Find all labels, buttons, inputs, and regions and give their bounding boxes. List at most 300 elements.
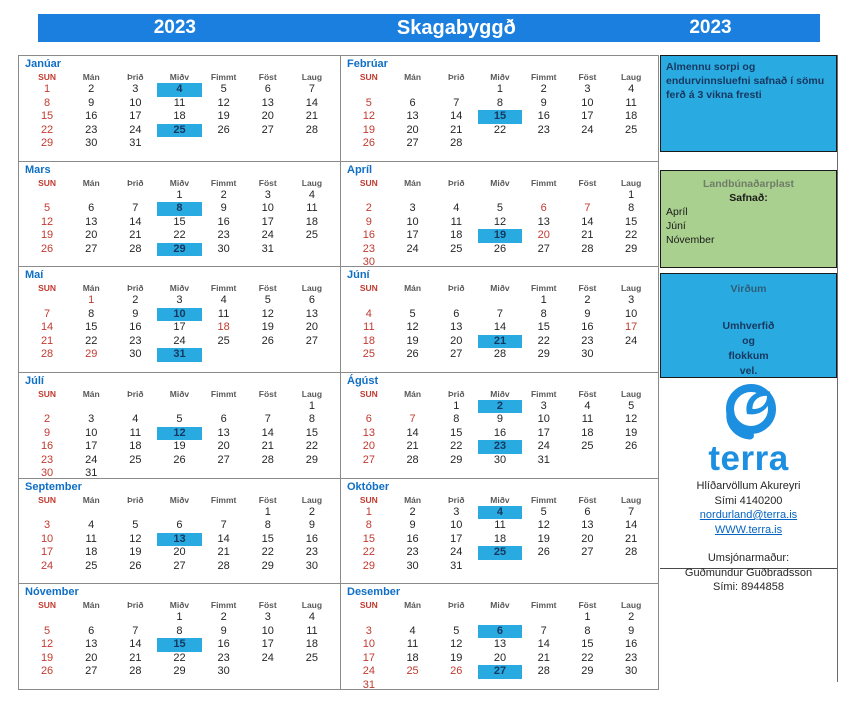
month-title: Janúar (25, 58, 62, 70)
day-cell (347, 83, 391, 97)
day-cell: 30 (40, 467, 54, 478)
day-header: Fimmt (210, 388, 237, 399)
day-cell: 27 (305, 334, 319, 347)
day-cell: 8 (453, 413, 460, 426)
day-cell (566, 454, 610, 468)
day-cell: 19 (362, 123, 375, 136)
day-cell: 15 (261, 532, 274, 545)
day-header: Fimmt (530, 600, 557, 611)
day-cell: 23 (581, 334, 594, 347)
day-cell: 1 (540, 294, 547, 307)
day-cell: 13 (305, 307, 319, 320)
day-header: Föst (258, 283, 277, 294)
website-link[interactable]: WWW.terra.is (714, 523, 783, 536)
day-cell: 26 (406, 348, 419, 361)
day-cell: 14 (305, 96, 319, 109)
month-block (340, 583, 659, 689)
day-cell: 22 (305, 440, 319, 453)
day-cell: 29 (625, 242, 638, 255)
day-cell: 31 (537, 453, 550, 466)
day-cell (391, 256, 435, 266)
day-cell: 19 (261, 321, 274, 334)
day-cell: 11 (494, 519, 506, 532)
month-block (18, 583, 340, 689)
day-cell (202, 506, 246, 520)
day-cell: 20 (85, 229, 98, 242)
day-cell: 1 (176, 188, 183, 201)
day-cell: 29 (362, 559, 375, 572)
month-title: Október (347, 480, 390, 493)
day-cell: 8 (176, 624, 183, 637)
day-header: Föst (258, 600, 277, 611)
day-cell (566, 560, 610, 574)
day-cell: 28 (40, 348, 54, 361)
day-cell (478, 611, 522, 625)
day-cell: 5 (409, 307, 416, 320)
month-block (340, 55, 659, 161)
day-header: SUN (38, 177, 57, 188)
day-cell: 1 (308, 399, 315, 412)
day-header: Miðv (490, 600, 510, 611)
day-cell: 27 (537, 242, 550, 255)
day-header: Laug (301, 177, 323, 188)
day-cell: 21 (478, 335, 522, 349)
day-cell: 18 (85, 546, 98, 559)
day-header: Föst (578, 72, 597, 82)
day-header: Föst (258, 388, 277, 399)
day-cell (434, 256, 478, 266)
day-cell: 12 (217, 96, 230, 109)
day-cell: 9 (409, 519, 416, 532)
day-cell: 6 (88, 624, 95, 637)
day-cell: 27 (478, 665, 522, 679)
day-cell: 23 (40, 453, 54, 466)
day-cell (609, 679, 653, 689)
month-title: Maí (25, 269, 44, 282)
day-cell: 22 (537, 334, 550, 347)
month-title: Desember (347, 586, 401, 599)
day-cell (478, 294, 522, 308)
day-cell: 8 (365, 519, 372, 532)
day-cell: 31 (85, 467, 98, 478)
day-cell: 10 (450, 519, 463, 532)
day-header: Miðv (490, 72, 510, 82)
day-header: Föst (258, 72, 277, 82)
day-cell: 28 (217, 559, 230, 572)
manager-phone: Sími: 8944858 (713, 581, 784, 593)
day-cell: 18 (406, 651, 419, 664)
day-cell: 7 (132, 624, 139, 637)
day-header: Þrið (127, 388, 144, 399)
day-cell: 2 (540, 83, 547, 95)
motto-line: og (742, 335, 755, 347)
day-cell: 18 (173, 110, 186, 122)
day-cell: 12 (450, 638, 463, 651)
day-header: Þrið (127, 600, 144, 611)
day-cell: 31 (157, 348, 201, 362)
day-cell: 24 (581, 123, 594, 136)
day-cell: 20 (493, 651, 507, 664)
day-cell: 21 (450, 123, 463, 136)
month-block (340, 372, 659, 478)
day-cell: 10 (261, 624, 274, 637)
day-cell (566, 679, 610, 689)
day-header: SUN (38, 283, 57, 294)
day-cell (434, 611, 478, 625)
day-cell: 30 (85, 137, 98, 149)
day-cell (478, 256, 522, 266)
collection-info-box (660, 55, 837, 152)
day-cell (478, 679, 522, 689)
day-cell: 10 (406, 215, 419, 228)
day-cell: 17 (129, 110, 142, 122)
day-cell: 13 (261, 96, 274, 109)
day-header: SUN (38, 494, 57, 505)
day-header: SUN (38, 72, 57, 82)
day-cell: 2 (628, 611, 635, 624)
day-cell: 8 (88, 307, 95, 320)
day-cell: 1 (365, 505, 372, 518)
day-cell: 22 (493, 123, 507, 136)
day-cell: 17 (261, 638, 274, 651)
day-cell: 20 (85, 651, 98, 664)
day-cell: 2 (409, 505, 416, 518)
day-header: Miðv (490, 494, 510, 505)
day-cell: 17 (625, 321, 638, 334)
day-cell (69, 506, 113, 520)
day-cell: 12 (537, 519, 550, 532)
day-cell: 24 (173, 334, 186, 347)
day-cell: 14 (406, 426, 419, 439)
day-cell: 21 (217, 546, 230, 559)
day-cell: 18 (493, 532, 507, 545)
day-cell (113, 467, 157, 477)
day-header: Miðv (169, 72, 190, 82)
day-cell (434, 83, 478, 97)
day-cell: 19 (625, 426, 638, 439)
day-cell (391, 611, 435, 625)
day-cell: 18 (129, 440, 142, 453)
day-cell (609, 348, 653, 362)
day-cell: 30 (581, 348, 594, 361)
day-cell: 30 (625, 665, 638, 678)
day-cell: 26 (173, 453, 186, 466)
farm-plastic-box (660, 170, 837, 268)
day-cell: 8 (496, 96, 504, 109)
day-cell: 30 (406, 559, 419, 572)
day-cell: 9 (628, 624, 635, 637)
day-cell: 11 (173, 96, 186, 109)
collection-info-text: Almennu sorpi og endurvinnsluefni safnað í sömu ferð á 3 vikna fresti (666, 61, 825, 101)
day-cell: 30 (362, 256, 375, 267)
day-cell: 9 (132, 307, 139, 320)
day-cell: 8 (308, 413, 315, 426)
month-block (18, 55, 340, 161)
day-header: Laug (620, 72, 642, 82)
day-header: Mán (82, 388, 100, 399)
day-cell: 21 (625, 532, 638, 545)
day-cell: 19 (40, 229, 54, 242)
day-cell: 11 (450, 215, 462, 228)
day-cell: 22 (362, 546, 375, 559)
farm-plastic-subtitle: Safnað: (729, 192, 768, 204)
day-cell: 2 (220, 611, 227, 624)
day-cell: 10 (625, 307, 638, 320)
day-cell: 11 (306, 624, 318, 637)
day-cell: 24 (362, 665, 375, 678)
day-cell: 28 (129, 665, 142, 678)
day-cell: 5 (540, 505, 547, 518)
day-cell: 27 (85, 242, 98, 255)
day-cell: 9 (220, 202, 227, 215)
day-cell (391, 400, 435, 414)
day-cell: 17 (450, 532, 463, 545)
day-cell: 30 (493, 453, 507, 466)
day-cell (202, 348, 246, 362)
day-header: Mán (82, 72, 100, 82)
day-cell: 29 (537, 348, 550, 361)
day-cell (69, 189, 113, 203)
day-cell: 22 (581, 651, 594, 664)
day-cell: 26 (537, 546, 550, 559)
month-title: Ágúst (347, 374, 379, 387)
day-cell: 24 (129, 123, 142, 136)
day-header: Fimmt (530, 72, 557, 82)
day-header: SUN (359, 494, 378, 505)
day-cell: 27 (450, 348, 463, 361)
day-cell: 16 (305, 532, 319, 545)
day-cell: 6 (584, 505, 591, 518)
day-cell: 9 (220, 624, 227, 637)
day-header: Þrið (127, 494, 144, 505)
day-cell: 20 (305, 321, 319, 334)
day-cell: 21 (581, 229, 594, 242)
day-cell: 4 (478, 506, 522, 520)
day-header: SUN (359, 283, 378, 294)
day-cell: 20 (581, 532, 594, 545)
day-cell: 16 (217, 215, 230, 228)
day-cell: 6 (478, 625, 522, 639)
day-cell: 6 (176, 519, 183, 532)
day-cell: 20 (173, 546, 186, 559)
day-cell (609, 454, 653, 468)
month-title: Júlí (25, 374, 44, 387)
day-cell: 29 (157, 243, 201, 257)
day-cell: 16 (493, 426, 507, 439)
day-cell (434, 294, 478, 308)
day-cell: 11 (85, 532, 97, 545)
month-title: September (25, 480, 82, 493)
motto-line: flokkum (728, 350, 769, 362)
day-header: Mán (82, 494, 100, 505)
month-title: Júní (347, 269, 370, 282)
day-cell: 10 (537, 413, 550, 426)
day-cell: 14 (261, 426, 274, 439)
day-header: SUN (359, 177, 378, 188)
contact-phone: Sími 4140200 (714, 494, 783, 507)
day-cell: 1 (453, 399, 460, 412)
day-cell: 12 (40, 638, 54, 651)
header-bar (38, 14, 820, 42)
day-header: Laug (301, 283, 323, 294)
day-cell: 18 (450, 229, 463, 242)
day-cell: 3 (132, 83, 139, 95)
motto-title: Virðum (730, 283, 767, 295)
day-header: Laug (620, 388, 642, 399)
day-cell: 25 (157, 124, 201, 138)
day-cell: 9 (44, 426, 51, 439)
day-header: Fimmt (210, 72, 237, 82)
day-cell: 20 (261, 110, 274, 122)
month-title: Mars (25, 163, 51, 176)
day-cell: 7 (628, 505, 635, 518)
day-cell: 6 (409, 96, 416, 109)
day-cell: 30 (217, 242, 230, 255)
day-cell: 14 (537, 638, 550, 651)
day-cell: 3 (540, 399, 547, 412)
day-cell (522, 560, 566, 574)
month-title: Nóvember (25, 586, 79, 599)
day-cell: 30 (129, 348, 142, 361)
day-header: SUN (359, 600, 378, 611)
day-cell: 2 (308, 505, 315, 518)
day-cell: 8 (628, 202, 635, 215)
day-cell: 19 (406, 334, 419, 347)
day-cell: 26 (40, 665, 54, 678)
day-cell: 9 (496, 413, 504, 426)
day-cell: 19 (173, 440, 186, 453)
day-cell (391, 189, 435, 203)
day-cell: 20 (362, 440, 375, 453)
contact-address: Hlíðarvöllum Akureyri (696, 480, 801, 492)
day-cell: 16 (40, 440, 54, 453)
day-header: SUN (38, 388, 57, 399)
day-cell: 30 (305, 559, 319, 572)
day-cell: 17 (173, 321, 186, 334)
day-cell: 7 (264, 413, 271, 426)
day-cell: 1 (496, 83, 504, 95)
day-cell: 14 (129, 215, 142, 228)
day-cell: 26 (493, 242, 507, 255)
day-header: Laug (301, 600, 323, 611)
day-cell: 15 (173, 215, 186, 228)
day-cell: 31 (450, 559, 463, 572)
day-cell: 1 (628, 188, 635, 201)
day-cell (609, 256, 653, 266)
day-header: SUN (38, 600, 57, 611)
day-cell: 10 (261, 202, 274, 215)
manager-label: Umsjónarmaður: (707, 552, 790, 564)
day-cell: 5 (453, 624, 460, 637)
day-header: Mán (82, 177, 100, 188)
day-cell: 4 (365, 307, 372, 320)
day-cell: 26 (40, 242, 54, 255)
day-cell: 7 (220, 519, 227, 532)
day-cell: 28 (261, 453, 274, 466)
day-cell: 10 (129, 96, 142, 109)
day-cell: 2 (220, 188, 227, 201)
day-cell: 13 (362, 426, 375, 439)
day-cell: 23 (217, 651, 230, 664)
day-cell: 22 (625, 229, 638, 242)
day-cell (25, 189, 69, 203)
day-cell: 26 (217, 123, 230, 136)
day-cell: 27 (362, 453, 375, 466)
day-cell (25, 400, 69, 414)
day-cell: 13 (537, 215, 550, 228)
day-header: Mán (404, 388, 422, 399)
day-cell (522, 611, 566, 625)
day-cell: 22 (173, 651, 186, 664)
day-cell (246, 348, 290, 362)
day-header: Mán (82, 600, 100, 611)
day-cell (522, 679, 566, 689)
day-cell (434, 679, 478, 689)
day-cell: 4 (308, 188, 315, 201)
day-cell (246, 467, 290, 477)
day-cell: 10 (362, 638, 375, 651)
day-cell: 18 (581, 426, 594, 439)
day-cell (347, 189, 391, 203)
day-header: Þrið (127, 72, 144, 82)
day-cell: 4 (584, 399, 591, 412)
day-cell: 29 (450, 453, 463, 466)
day-cell: 3 (176, 294, 183, 307)
email-link[interactable]: nordurland@terra.is (699, 509, 798, 521)
day-header: Miðv (490, 388, 510, 399)
day-header: Fimmt (530, 388, 557, 399)
day-header: Mán (82, 283, 100, 294)
day-cell (202, 467, 246, 477)
day-cell: 11 (581, 413, 594, 426)
month-block (18, 266, 340, 372)
day-cell: 24 (625, 334, 638, 347)
month-block (340, 478, 659, 584)
day-cell: 15 (450, 426, 463, 439)
day-cell: 17 (537, 426, 550, 439)
motto-box (660, 273, 837, 378)
day-header: Miðv (169, 494, 190, 505)
day-cell: 5 (496, 202, 504, 215)
day-header: Fimmt (210, 177, 237, 188)
day-cell (246, 400, 290, 414)
day-cell: 25 (85, 559, 98, 572)
day-cell: 19 (537, 532, 550, 545)
day-cell: 29 (581, 665, 594, 678)
day-cell: 31 (362, 678, 375, 689)
day-cell (202, 400, 246, 414)
day-cell: 8 (44, 96, 51, 109)
day-header: Miðv (169, 600, 190, 611)
day-cell: 5 (44, 624, 51, 637)
day-cell: 21 (129, 651, 142, 664)
day-cell (113, 506, 157, 520)
day-cell: 17 (581, 110, 594, 122)
day-cell: 5 (176, 413, 183, 426)
day-cell (566, 256, 610, 266)
manager-name: Guðmundur Guðbradsson (684, 566, 813, 579)
day-cell (246, 665, 290, 679)
day-cell: 15 (537, 321, 550, 334)
day-cell: 22 (173, 229, 186, 242)
farm-plastic-title: Landbúnaðarplast (702, 178, 794, 190)
month-block (18, 478, 340, 584)
day-cell: 6 (264, 83, 271, 95)
day-cell: 9 (88, 96, 95, 109)
day-cell: 11 (625, 96, 637, 109)
day-cell: 4 (88, 519, 95, 532)
day-header: Föst (578, 494, 597, 505)
